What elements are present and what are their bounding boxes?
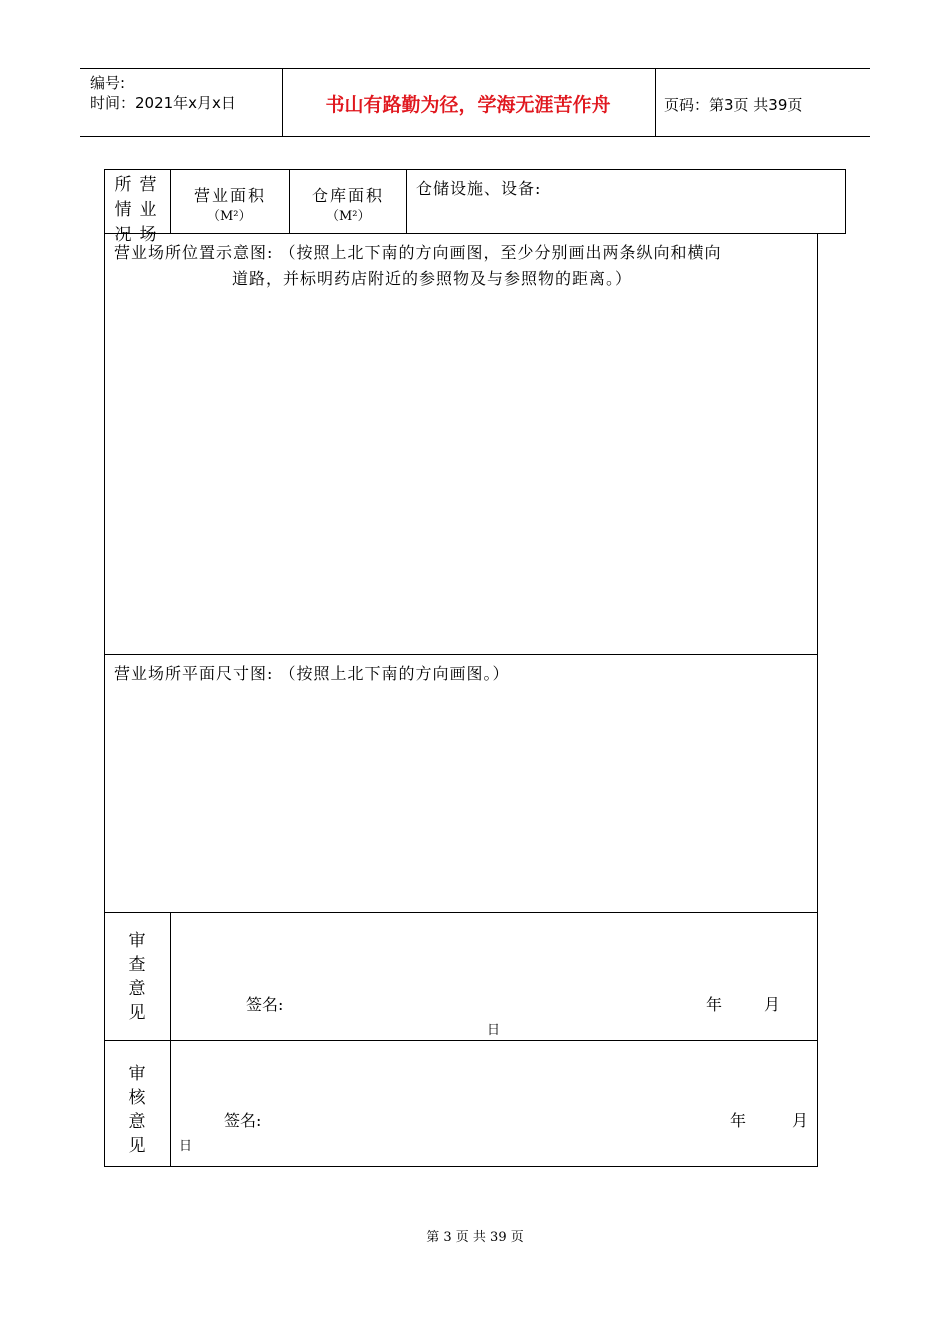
row1-side-label-a-text: 所情况 xyxy=(114,175,132,245)
page-number-label: 页码：第3页 共39页 xyxy=(664,96,803,114)
document-time-label: 时间：2021年x月x日 xyxy=(90,94,236,112)
approval-signature-label: 签名: xyxy=(224,1111,262,1130)
business-area-unit: （M²） xyxy=(207,209,252,224)
review-day-label: 日 xyxy=(487,1023,501,1038)
row1-divider-2 xyxy=(289,169,290,234)
approval-month-label: 月 xyxy=(792,1111,809,1130)
location-diagram-label-cont: 道路，并标明药店附近的参照物及与参照物的距离。） xyxy=(232,269,633,288)
review-side-char-2: 查 xyxy=(128,955,146,975)
review-side-char-1: 审 xyxy=(128,931,146,951)
approval-day-label: 日 xyxy=(179,1139,193,1154)
footer-page-number: 第 3 页 共 39 页 xyxy=(426,1230,524,1245)
warehouse-area-label: 仓库面积 xyxy=(312,186,385,205)
approval-signature-field[interactable] xyxy=(272,1102,692,1132)
row1-divider-1 xyxy=(170,169,171,234)
approval-side-char-3: 意 xyxy=(128,1112,146,1132)
warehouse-area-unit: （M²） xyxy=(326,209,371,224)
review-year-label: 年 xyxy=(706,995,723,1014)
row1-side-label-a xyxy=(113,173,133,248)
review-side-char-3: 意 xyxy=(128,979,146,999)
location-section-bottom xyxy=(104,654,818,655)
location-diagram-label: 营业场所位置示意图: （按照上北下南的方向画图，至少分别画出两条纵向和横向 xyxy=(114,243,722,262)
floorplan-section-bottom xyxy=(104,912,818,913)
review-side-char-4: 见 xyxy=(128,1003,146,1023)
header-bottom-rule xyxy=(80,136,870,137)
review-month-label: 月 xyxy=(764,995,781,1014)
table-top-border xyxy=(104,169,846,170)
review-signature-field[interactable] xyxy=(292,986,672,1016)
approval-side-char-1: 审 xyxy=(128,1064,146,1084)
review-signature-label: 签名: xyxy=(246,995,284,1014)
header-top-rule xyxy=(80,68,870,69)
approval-side-char-4: 见 xyxy=(128,1136,146,1156)
document-number-label: 编号: xyxy=(90,74,126,92)
table-left-border xyxy=(104,169,105,1167)
row1-side-label-b-text: 营业场 xyxy=(139,175,157,245)
header-divider-right xyxy=(655,68,656,136)
review-section-bottom xyxy=(104,1040,818,1041)
row1-bottom-border xyxy=(104,233,846,234)
review-side-label xyxy=(127,929,147,1025)
storage-facilities-label: 仓储设施、设备: xyxy=(416,179,542,198)
row1-divider-3 xyxy=(406,169,407,234)
floorplan-diagram-label: 营业场所平面尺寸图: （按照上北下南的方向画图。） xyxy=(114,664,510,683)
header-motto: 书山有路勤为径，学海无涯苦作舟 xyxy=(325,94,611,116)
row1-side-label-b xyxy=(138,173,158,248)
table-bottom-border xyxy=(104,1166,818,1167)
table-right-border xyxy=(817,233,818,1167)
approval-year-label: 年 xyxy=(730,1111,747,1130)
row1-right-border xyxy=(845,169,846,234)
review-label-divider xyxy=(170,912,171,1167)
business-area-label: 营业面积 xyxy=(194,186,267,205)
floorplan-drawing-area[interactable] xyxy=(106,688,816,910)
approval-side-label xyxy=(127,1062,147,1158)
approval-side-char-2: 核 xyxy=(128,1088,146,1108)
location-drawing-area[interactable] xyxy=(106,292,816,652)
